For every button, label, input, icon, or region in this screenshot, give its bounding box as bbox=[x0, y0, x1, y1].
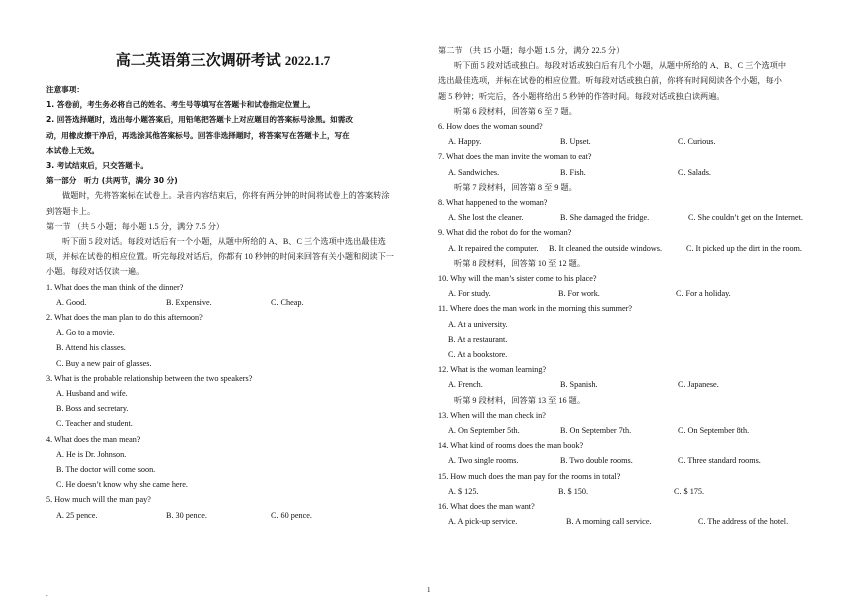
option[interactable]: B. At a restaurant. bbox=[448, 334, 508, 344]
option[interactable]: A. Husband and wife. bbox=[56, 389, 128, 399]
exam-title: 高二英语第三次调研考试 bbox=[115, 51, 281, 69]
option[interactable]: B. Attend his classes. bbox=[56, 343, 126, 353]
question-10: 10. Why will the man’s sister come to his place? bbox=[438, 274, 597, 284]
section1-heading: 第一节 （共 5 小题；每小题 1.5 分，满分 7.5 分） bbox=[46, 221, 225, 231]
option[interactable]: B. Upset. bbox=[560, 137, 591, 147]
option[interactable]: B. It cleaned the outside windows. bbox=[549, 243, 663, 253]
option[interactable]: A. She lost the cleaner. bbox=[448, 213, 524, 223]
question-16: 16. What does the man want? bbox=[438, 502, 535, 512]
option[interactable]: C. The address of the hotel. bbox=[698, 517, 789, 527]
section1-instruction: 小题。每段对话仅读一遍。 bbox=[46, 267, 145, 277]
section1-instruction: 项，并标在试卷的相应位置。听完每段对话后，你都有 10 秒钟的时间来回答有关小题和阅读下一 bbox=[46, 252, 394, 262]
option[interactable]: B. On September 7th. bbox=[560, 426, 632, 436]
question-8: 8. What happened to the woman? bbox=[438, 198, 548, 208]
left-column bbox=[46, 0, 420, 523]
option[interactable]: B. Expensive. bbox=[166, 297, 212, 307]
material-note: 听第 7 段材料，回答第 8 至 9 题。 bbox=[454, 182, 577, 192]
question-12: 12. What is the woman learning? bbox=[438, 365, 547, 375]
options-row bbox=[438, 514, 818, 529]
option[interactable]: C. 60 pence. bbox=[271, 510, 312, 520]
options-row bbox=[438, 210, 818, 225]
notice-heading: 注意事项： bbox=[46, 85, 84, 94]
option[interactable]: B. A morning call service. bbox=[566, 517, 652, 527]
question-7: 7. What does the man invite the woman to eat? bbox=[438, 152, 592, 162]
question-11: 11. Where does the man work in the morning this summer? bbox=[438, 304, 632, 314]
option[interactable]: A. French. bbox=[448, 380, 483, 390]
material-note: 听第 9 段材料，回答第 13 至 16 题。 bbox=[454, 395, 586, 405]
option[interactable]: C. She couldn’t get on the Internet. bbox=[688, 213, 803, 223]
option[interactable]: B. 30 pence. bbox=[166, 510, 207, 520]
material-note: 听第 8 段材料，回答第 10 至 12 题。 bbox=[454, 258, 586, 268]
section1-instruction: 听下面 5 段对话。每段对话后有一个小题，从题中所给的 A、B、C 三个选项中选出最佳选 bbox=[62, 237, 386, 247]
option[interactable]: A. Happy. bbox=[448, 137, 482, 147]
section2-instruction: 选出最佳选项，并标在试卷的相应位置。听每段对话或独白前，你将有时间阅读各个小题，每小 bbox=[438, 76, 782, 86]
option[interactable]: A. $ 125. bbox=[448, 486, 479, 496]
footer-mark: . bbox=[46, 590, 48, 598]
option[interactable]: A. A pick-up service. bbox=[448, 517, 518, 527]
option[interactable]: B. The doctor will come soon. bbox=[56, 465, 156, 475]
option[interactable]: C. At a bookstore. bbox=[448, 350, 508, 360]
notice-line: 2. 回答选择题时，选出每小题答案后，用铅笔把答题卡上对应题目的答案标号涂黑。如需改 bbox=[46, 115, 353, 125]
question-9: 9. What did the robot do for the woman? bbox=[438, 228, 572, 238]
option[interactable]: A. On September 5th. bbox=[448, 426, 520, 436]
notice-line: 3. 考试结束后，只交答题卡。 bbox=[46, 161, 148, 171]
question-1: 1. What does the man think of the dinner? bbox=[46, 282, 184, 292]
option[interactable]: C. Curious. bbox=[678, 137, 716, 147]
section2-instruction: 题 5 秒钟；听完后，各小题将给出 5 秒钟的作答时间。每段对话或独白读两遍。 bbox=[438, 91, 725, 101]
option[interactable]: C. He doesn’t know why she came here. bbox=[56, 480, 188, 490]
question-13: 13. When will the man check in? bbox=[438, 410, 546, 420]
option[interactable]: B. Fish. bbox=[560, 167, 586, 177]
option[interactable]: C. Salads. bbox=[678, 167, 711, 177]
part1-instruction: 做题时，先将答案标在试卷上。录音内容结束后，你将有两分钟的时间将试卷上的答案转涂 bbox=[62, 191, 390, 201]
question-15: 15. How much does the man pay for the rooms in total? bbox=[438, 471, 621, 481]
option[interactable]: A. Two single rooms. bbox=[448, 456, 519, 466]
option[interactable]: C. It picked up the dirt in the room. bbox=[686, 243, 802, 253]
notice-line: 动，用橡皮擦干净后，再选涂其他答案标号。回答非选择题时，将答案写在答题卡上，写在 bbox=[46, 130, 350, 140]
options-row bbox=[438, 484, 818, 499]
option[interactable]: C. Teacher and student. bbox=[56, 419, 133, 429]
option[interactable]: B. For work. bbox=[558, 289, 600, 299]
options-row bbox=[438, 165, 818, 180]
question-14: 14. What kind of rooms does the man book? bbox=[438, 441, 584, 451]
options-row bbox=[438, 423, 818, 438]
page-number: 1 bbox=[427, 586, 431, 594]
section2-instruction: 听下面 5 段对话或独白。每段对话或独白后有几个小题，从题中所给的 A、B、C 三个选项中 bbox=[454, 61, 787, 71]
options-row bbox=[438, 377, 818, 392]
option[interactable]: A. It repaired the computer. bbox=[448, 243, 539, 253]
options-row bbox=[46, 295, 420, 310]
option[interactable]: B. Boss and secretary. bbox=[56, 404, 129, 414]
options-row bbox=[438, 286, 818, 301]
option[interactable]: C. Buy a new pair of glasses. bbox=[56, 358, 152, 368]
option[interactable]: C. On September 8th. bbox=[678, 426, 750, 436]
question-4: 4. What does the man mean? bbox=[46, 434, 141, 444]
option[interactable]: A. Sandwiches. bbox=[448, 167, 500, 177]
option[interactable]: A. For study. bbox=[448, 289, 491, 299]
material-note: 听第 6 段材料，回答第 6 至 7 题。 bbox=[454, 106, 577, 116]
option[interactable]: A. Good. bbox=[56, 297, 87, 307]
option[interactable]: C. Three standard rooms. bbox=[678, 456, 761, 466]
notice-line: 本试卷上无效。 bbox=[46, 145, 100, 155]
page-title bbox=[46, 44, 420, 76]
option[interactable]: A. He is Dr. Johnson. bbox=[56, 449, 127, 459]
option[interactable]: B. She damaged the fridge. bbox=[560, 213, 650, 223]
part1-instruction: 到答题卡上。 bbox=[46, 206, 96, 216]
section2-heading: 第二节 （共 15 小题；每小题 1.5 分，满分 22.5 分） bbox=[438, 46, 625, 55]
option[interactable]: C. For a holiday. bbox=[676, 289, 731, 299]
option[interactable]: B. Spanish. bbox=[560, 380, 598, 390]
right-column bbox=[438, 43, 818, 530]
options-row bbox=[46, 508, 420, 523]
question-6: 6. How does the woman sound? bbox=[438, 122, 543, 132]
question-3: 3. What is the probable relationship between the two speakers? bbox=[46, 373, 253, 383]
option[interactable]: B. $ 150. bbox=[558, 486, 589, 496]
option[interactable]: C. Cheap. bbox=[271, 297, 304, 307]
options-row bbox=[438, 241, 818, 256]
question-2: 2. What does the man plan to do this afternoon? bbox=[46, 313, 203, 323]
part1-heading: 第一部分 听力 (共两节，满分 30 分) bbox=[46, 176, 178, 186]
option[interactable]: A. 25 pence. bbox=[56, 510, 98, 520]
options-row bbox=[438, 453, 818, 468]
exam-date: 2022.1.7 bbox=[284, 53, 331, 68]
options-row bbox=[438, 134, 818, 149]
option[interactable]: A. Go to a movie. bbox=[56, 328, 115, 338]
option[interactable]: C. Japanese. bbox=[678, 380, 719, 390]
option[interactable]: C. $ 175. bbox=[674, 486, 705, 496]
question-5: 5. How much will the man pay? bbox=[46, 495, 151, 505]
option[interactable]: B. Two double rooms. bbox=[560, 456, 633, 466]
option[interactable]: A. At a university. bbox=[448, 319, 508, 329]
notice-line: 1. 答卷前，考生务必将自己的姓名、考生号等填写在答题卡和试卷指定位置上。 bbox=[46, 100, 315, 110]
